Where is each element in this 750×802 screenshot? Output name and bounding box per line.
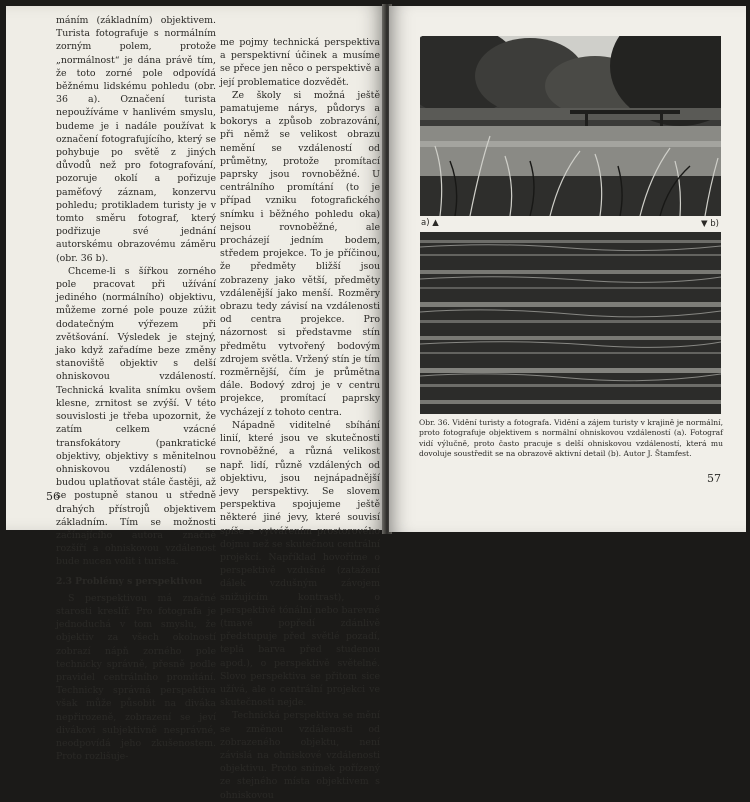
left-page-column-2 (220, 36, 380, 802)
section-heading: 2.3 Problémy s perspektivou (56, 575, 203, 587)
photo-b-label: ▼ b) (701, 219, 719, 229)
paragraph: máním (základním) objektivem. Turista fotografuje s normálním zorným polem, protože „normálnost“ je dána právě tím, že toto zorné pole odpovídá běžnému lidskému pohledu (obr. 36 a). Označení turista nepoužíváme v hanlivém smyslu, budeme je i nadále používat k označení fotografujícího, který se pohybuje po světě z jiných důvodů než pro fotografování, pozoruje okolí a pořizuje paměťový záznam, konzervu pohledu; protikladem turisty je v tomto směru fotograf, který podřizuje své jednání autorskému obrazovému záměru (obr. 36 b). (56, 15, 216, 264)
photo-a-landscape (420, 36, 721, 216)
paragraph: Chceme-li s šířkou zorného pole pracovat při užívání jediného (normálního) objektivu, můžeme zorné pole pouze zúžit dodatečným výřezem při zvětšování. Výsledek je stejný, jako když zařadíme beze změny stanoviště objektiv s delší ohniskovou vzdáleností. Technická kvalita snímku ovšem klesne, zrnitost se zvýší. V této souvislosti je třeba upozornit, že zatím celkem vzácné transfokátory (pankratické objektivy, objektivy s měnitelnou ohniskovou vzdáleností) se budou uplatňovat stále častěji, až se postupně stanou u středně drahých přístrojů objektivem základním. Tím se možnosti začínajícího autora značně rozšíří a ohniskovou vzdálenost bude nucen volit i turista. (56, 265, 216, 568)
paragraph: Technická perspektiva se mění se změnou vzdálenosti od zobrazeného objektu, není závislá na ohniskové vzdálenosti objektivu. Proto snímek pořízený ze stejného místa objektivem s ohniskovou (220, 710, 380, 801)
paragraph: me pojmy technická perspektiva a perspektivní účinek a musíme se přece jen něco o perspektivě a její problematice dozvědět. (220, 37, 380, 88)
left-page (6, 6, 386, 801)
figure-caption: Obr. 36. Vidění turisty a fotografa. Vidění a zájem turisty v krajině je normální, proto fotografuje objektivem s normální ohniskovou vzdáleností (a). Fotograf vidí výlučně, proto často pracuje s delší ohniskovou vzdáleností, která mu dovoluje soustředit se na obrazově aktivní detail (b). Autor J. Štamfest. (419, 418, 723, 459)
paragraph: Ze školy si možná ještě pamatujeme nárys, půdorys a bokorys a způsob zobrazování, při němž se velikost obrazu nemění se vzdáleností od průmětny, protože promítací paprsky jsou rovnoběžné. U centrálního promítání (to je případ vzniku fotografického snímku i běžného pohledu oka) nejsou rovnoběžné, ale procházejí jedním bodem, středem projekce. To je příčinou, že předměty bližší jsou zobrazeny jako větší, předměty vzdálenější jako menší. Rozměry obrazu tedy závisí na vzdálenosti od centra projekce. Pro názornost si představme stín předmětu vytvořený bodovým zdrojem světla. Vržený stín je tím rozměrnější, čím je průmětna dále. Bodový zdroj je v centru projekce, promítací paprsky vycházejí z tohoto centra. (220, 89, 380, 418)
paragraph: S perspektivou má značné starosti kreslíř. Pro fotografa je jednoduchá v tom smyslu, že objektiv za všech okolností zobrazí nápň zorného pole technicky správně, přesně podle pravidel centrálního promítání. Technicky správná perspektiva však může působit na diváka nepřirozeně, zobrazení se jeví divákovi subjektivně nesprávné, neodpovídá jeho zkušenostem. Proto rozlišuje- (56, 592, 216, 763)
page-number-right: 57 (707, 472, 721, 485)
photo-a-image (420, 36, 721, 216)
photo-b-image (420, 232, 721, 414)
left-page-column-1 (56, 14, 216, 763)
photo-a-label: a) ▲ (421, 218, 439, 228)
paragraph: Nápadně viditelné sbíhání linií, které jsou ve skutečnosti rovnoběžné, a různá velikost např. lidí, různě vzdálených od objektivu, jsou nejnápadnější jevy perspektivy. Se slovem perspektiva spojujeme ještě některé jiné jevy, které souvisí spíše s vytvářením prostorového dojmu než se skutečnou centrální projekcí. Například hovoříme o perspektivě vzdušné (zatažení dálek vzdušným závojem snižujícím kontrast), o perspektivě tónální nebo barevné (tmavé popředí zdánlivě předstupuje před světlé pozadí, teplá barva před studenou apod.), o perspektivě světelné. Slovo perspektiva se přitom sice užívá, ale o centrální projekci ve skutečnosti nejde. (220, 419, 380, 709)
page-number-left: 56 (46, 490, 60, 503)
photo-b-water-detail (420, 232, 721, 414)
right-page (389, 6, 746, 532)
